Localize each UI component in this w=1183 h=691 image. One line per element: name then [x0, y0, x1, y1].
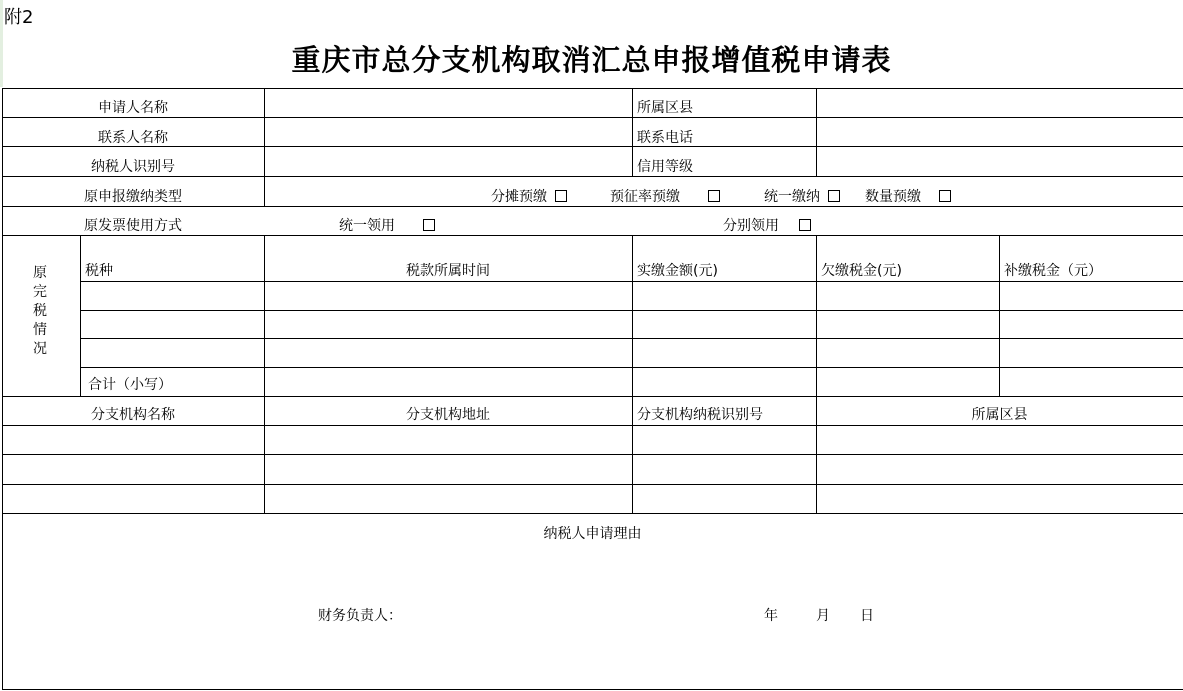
- payment-option-prepaid-rate[interactable]: 预征率预缴: [610, 189, 720, 205]
- grid-line: [2, 396, 1183, 397]
- grid-line: [2, 484, 1183, 485]
- invoice-option-separate[interactable]: 分别领用: [723, 218, 811, 234]
- taxpayer-id-label: 纳税人识别号: [91, 159, 175, 175]
- grid-line: [2, 146, 1183, 147]
- contact-name-label: 联系人名称: [98, 130, 168, 146]
- finance-officer-label: 财务负责人：: [318, 608, 402, 624]
- header-branch-tax-id: 分支机构纳税识别号: [637, 407, 763, 423]
- checkbox-icon[interactable]: [423, 219, 435, 231]
- date-month: 月: [816, 608, 830, 624]
- applicant-name-label: 申请人名称: [98, 100, 168, 116]
- checkbox-icon[interactable]: [939, 190, 951, 202]
- grid-line: [2, 513, 1183, 514]
- checkbox-icon[interactable]: [799, 219, 811, 231]
- grid-line: [999, 235, 1000, 397]
- header-branch-district: 所属区县: [971, 407, 1028, 423]
- grid-line: [816, 88, 817, 177]
- header-paid-amount: 实缴金额(元): [637, 263, 718, 279]
- grid-line: [2, 88, 1183, 89]
- grid-line: [264, 88, 265, 177]
- reason-title: 纳税人申请理由: [543, 526, 642, 542]
- tax-section-side-label: 原 完 税 情 况: [33, 265, 47, 357]
- payment-option-unified[interactable]: 统一缴纳: [764, 189, 840, 205]
- header-tax-period: 税款所属时间: [406, 263, 490, 279]
- orig-payment-type-label: 原申报缴纳类型: [84, 189, 182, 205]
- header-branch-address: 分支机构地址: [406, 407, 490, 423]
- grid-line: [632, 235, 633, 397]
- header-supplementary: 补缴税金（元）: [1004, 263, 1102, 279]
- checkbox-icon[interactable]: [828, 190, 840, 202]
- district-label: 所属区县: [637, 100, 693, 116]
- date-year: 年: [764, 608, 778, 624]
- contact-phone-label: 联系电话: [637, 130, 693, 146]
- grid-line: [264, 176, 265, 207]
- grid-line: [632, 396, 633, 514]
- grid-line: [2, 176, 1183, 177]
- attachment-label: 附2: [4, 7, 34, 28]
- grid-line: [2, 425, 1183, 426]
- payment-option-allocated[interactable]: 分摊预缴: [491, 189, 567, 205]
- checkbox-icon[interactable]: [708, 190, 720, 202]
- header-arrears: 欠缴税金(元): [821, 263, 902, 279]
- grid-line: [2, 117, 1183, 118]
- grid-line: [264, 235, 265, 397]
- date-day: 日: [860, 608, 874, 624]
- credit-level-label: 信用等级: [637, 159, 693, 175]
- grid-line: [816, 235, 817, 397]
- grid-line: [2, 454, 1183, 455]
- grid-line: [2, 689, 1183, 690]
- grid-line: [80, 235, 81, 397]
- invoice-option-unified[interactable]: 统一领用: [339, 218, 435, 234]
- grid-line: [2, 206, 1183, 207]
- total-label: 合计（小写）: [88, 377, 172, 393]
- grid-line: [632, 88, 633, 177]
- grid-line: [2, 235, 1183, 236]
- grid-line: [2, 88, 3, 690]
- payment-option-quantity[interactable]: 数量预缴: [865, 189, 951, 205]
- checkbox-icon[interactable]: [555, 190, 567, 202]
- orig-invoice-method-label: 原发票使用方式: [84, 218, 182, 234]
- form-title: 重庆市总分支机构取消汇总申报增值税申请表: [291, 43, 892, 77]
- header-branch-name: 分支机构名称: [91, 407, 175, 423]
- header-tax-type: 税种: [85, 263, 113, 279]
